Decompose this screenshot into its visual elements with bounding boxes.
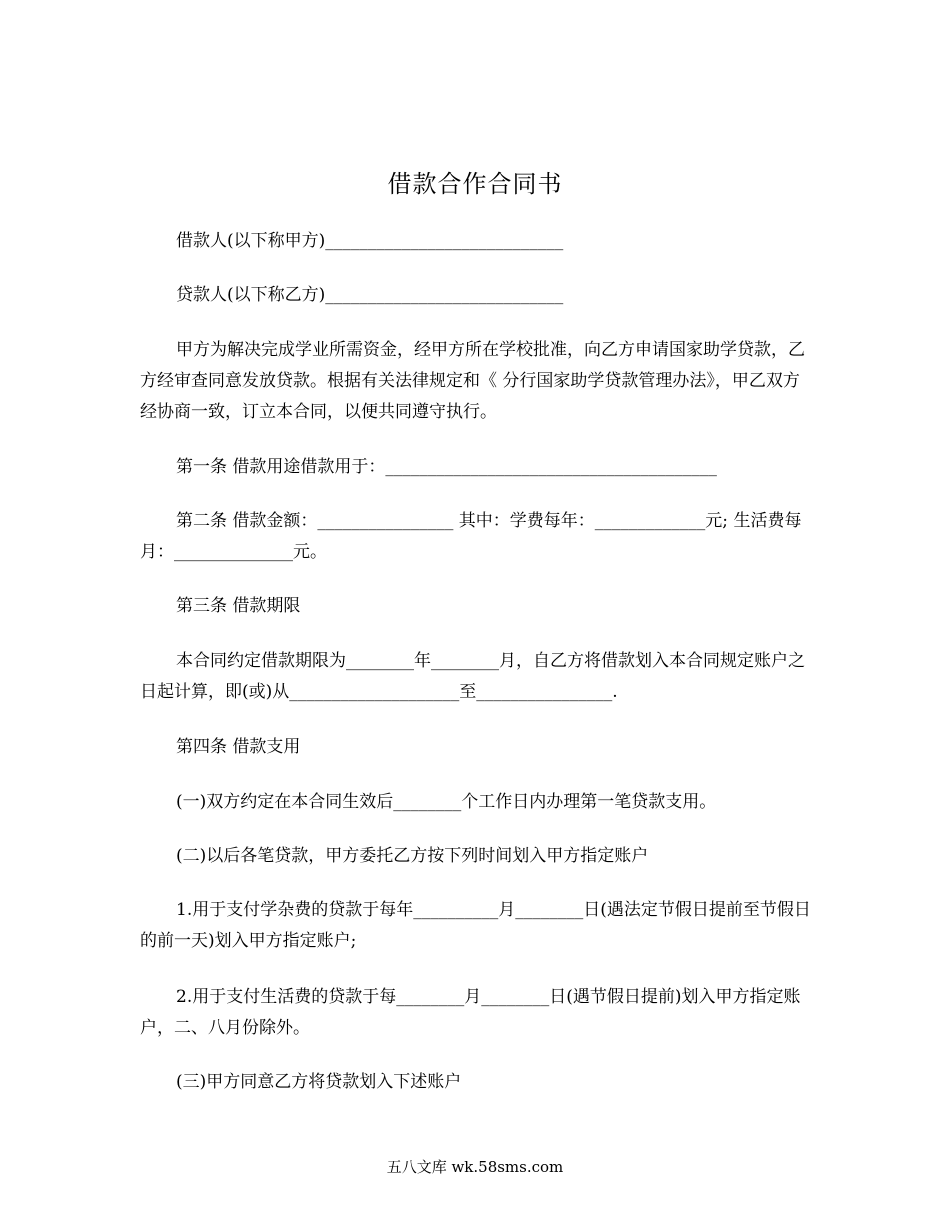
article-3-heading: 第三条 借款期限 <box>176 596 301 616</box>
article-4-heading: 第四条 借款支用 <box>176 737 301 757</box>
lender-line: 贷款人(以下称乙方)____________________________ <box>176 285 564 305</box>
article-2-amount: 第二条 借款金额：________________ 其中：学费每年：_____________元; 生活费每月：______________元。 <box>140 511 802 562</box>
preamble-paragraph: 甲方为解决完成学业所需资金，经甲方所在学校批准，向乙方申请国家助学贷款，乙方经审查同意发放贷款。根据有关法律规定和《 分行国家助学贷款管理办法》，甲乙双方经协商一致，订立本合同，以便共同遵守执行。 <box>140 340 805 422</box>
article-4-item-2: (二)以后各笔贷款，甲方委托乙方按下列时间划入甲方指定账户 <box>176 846 649 866</box>
article-4-clause-1: 1.用于支付学杂费的贷款于每年__________月________日(遇法定节假日提前至节假日的前一天)划入甲方指定账户; <box>140 900 811 951</box>
article-1-purpose: 第一条 借款用途借款用于：_______________________________________ <box>176 457 717 477</box>
article-4-item-3: (三)甲方同意乙方将贷款划入下述账户 <box>176 1072 462 1092</box>
borrower-line: 借款人(以下称甲方)____________________________ <box>176 231 564 251</box>
article-3-term-paragraph: 本合同约定借款期限为________年________月，自乙方将借款划入本合同规定账户之日起计算，即(或)从____________________至________________. <box>140 651 805 702</box>
article-4-clause-2: 2.用于支付生活费的贷款于每________月________日(遇节假日提前)划入甲方指定账户，二、八月份除外。 <box>140 987 801 1038</box>
article-4-item-1: (一)双方约定在本合同生效后________个工作日内办理第一笔贷款支用。 <box>176 792 717 812</box>
document-title: 借款合作合同书 <box>387 170 563 198</box>
page-footer: 五八文库 wk.58sms.com <box>386 1158 564 1176</box>
